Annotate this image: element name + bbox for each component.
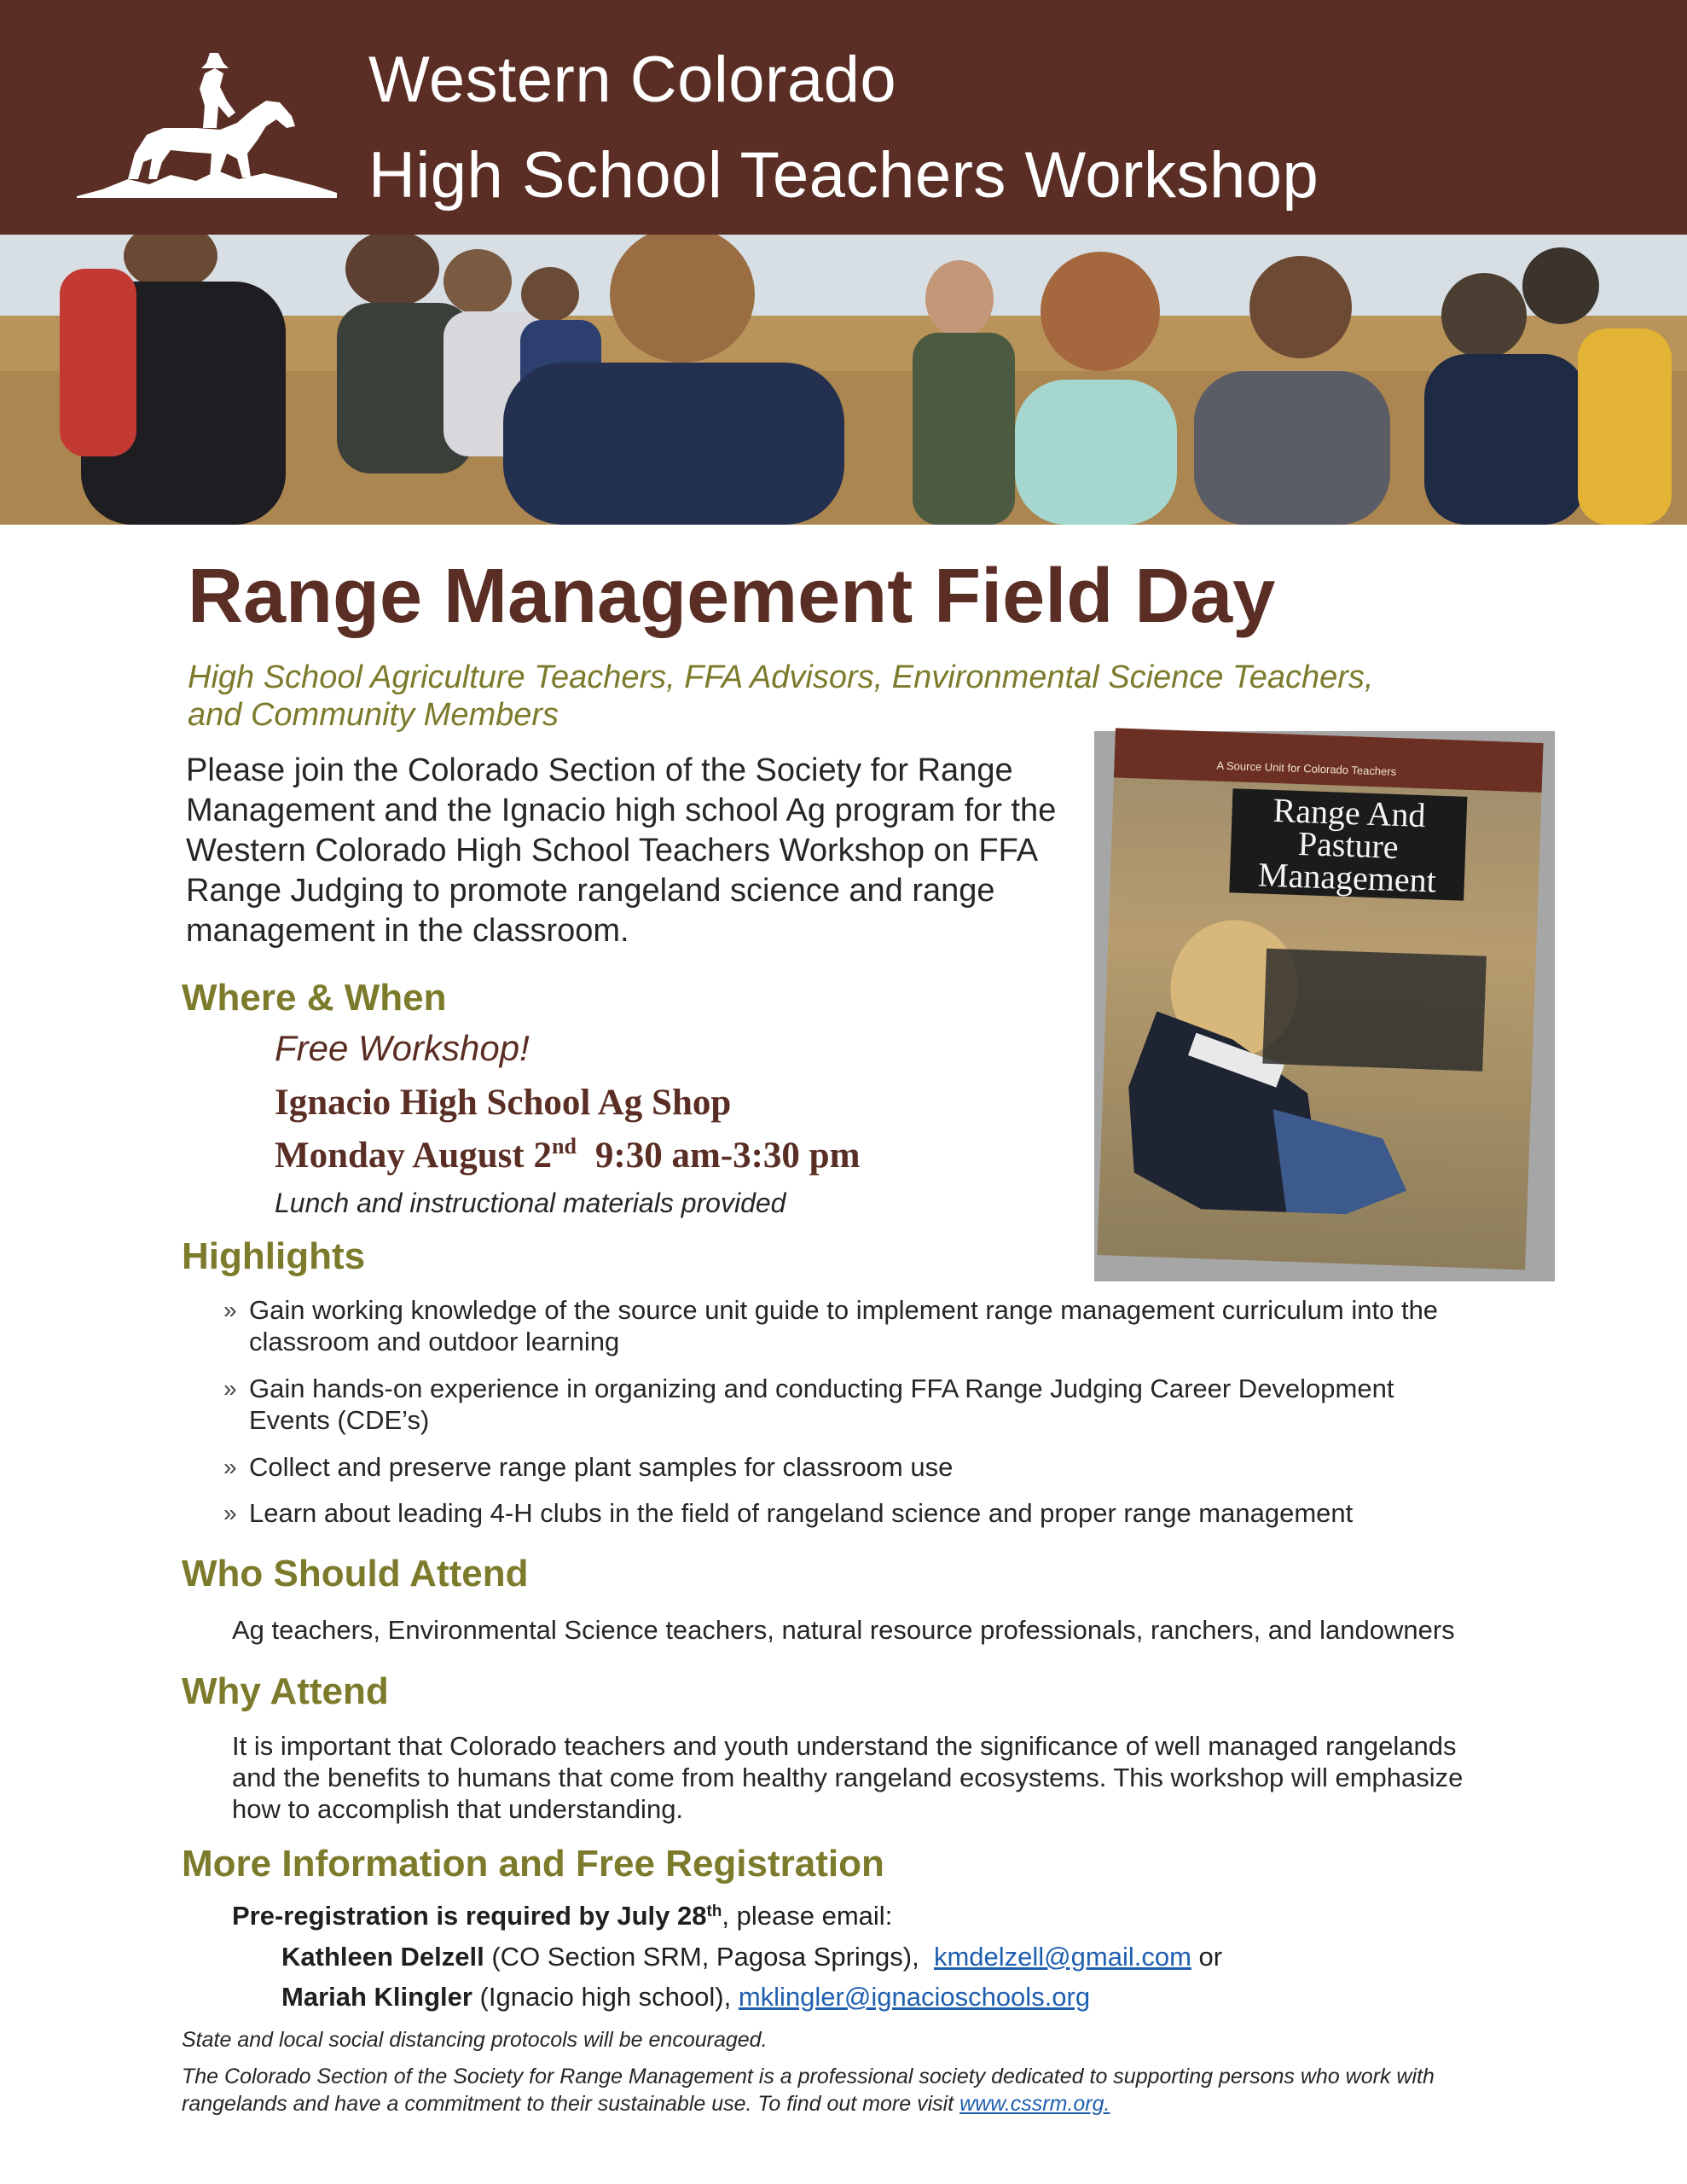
cssrm-website-link[interactable]: www.cssrm.org. <box>959 2092 1110 2116</box>
about-society-note <box>182 2063 1512 2117</box>
about-society-text: The Colorado Section of the Society for Range Management is a professional society dedicated to supporting persons who work with rangelands and have a commitment to their sustainable use. To find out more visit <box>182 2065 1435 2116</box>
book-cover-title-line-3: Management <box>1257 855 1437 900</box>
students-field-photo <box>0 235 1687 525</box>
contact-email-link[interactable]: mklingler@ignacioschools.org <box>738 1982 1091 2012</box>
highlight-item <box>223 1451 1477 1483</box>
contact-organization: (CO Section SRM, Pagosa Springs), <box>484 1942 919 1972</box>
workshop-location: Ignacio High School Ag Shop <box>275 1083 732 1123</box>
why-attend-text: It is important that Colorado teachers and youth understand the significance of well managed rangelands and the benefits to humans that come from healthy rangeland ecosystems. This workshop will emphasize how to accomplish that understanding. <box>232 1731 1464 1824</box>
book-cover-text-box <box>1262 949 1487 1072</box>
preregistration-instruction: , please email: <box>722 1901 893 1931</box>
highlight-text: Collect and preserve range plant samples for classroom use <box>249 1452 954 1482</box>
preregistration-deadline-suffix: th <box>706 1902 722 1920</box>
lunch-note: Lunch and instructional materials provided <box>275 1188 786 1218</box>
event-title: Range Management Field Day <box>188 554 1276 639</box>
workshop-date-suffix: nd <box>551 1134 577 1159</box>
highlight-text: Gain working knowledge of the source unit guide to implement range management curriculum into the classroom and outdoor learning <box>249 1295 1439 1356</box>
highlight-text: Gain hands-on experience in organizing and conducting FFA Range Judging Career Development Events (CDE’s) <box>249 1374 1394 1435</box>
preregistration-note <box>232 1901 892 1931</box>
who-should-attend-heading: Who Should Attend <box>182 1553 529 1594</box>
workshop-date: Monday August 2 <box>275 1136 552 1176</box>
workshop-date-time <box>275 1135 860 1176</box>
who-should-attend-text: Ag teachers, Environmental Science teachers, natural resource professionals, ranchers, and landowners <box>232 1615 1455 1645</box>
book-cover-subtitle: A Source Unit for Colorado Teachers <box>1216 758 1397 778</box>
highlight-item <box>223 1294 1477 1357</box>
contact-email-link[interactable]: kmdelzell@gmail.com <box>933 1942 1191 1972</box>
where-when-heading: Where & When <box>182 977 447 1019</box>
registration-heading: More Information and Free Registration <box>182 1843 884 1885</box>
distancing-note: State and local social distancing protocols will be encouraged. <box>182 2028 768 2052</box>
contact-organization: (Ignacio high school), <box>472 1982 732 2012</box>
bullet-chevron-icon: » <box>223 1454 237 1480</box>
book-cover-title-line-1: Range And <box>1272 790 1427 835</box>
contact-line <box>281 1942 1222 1972</box>
bullet-chevron-icon: » <box>223 1500 237 1526</box>
highlight-text: Learn about leading 4-H clubs in the field of rangeland science and proper range management <box>249 1498 1354 1528</box>
banner-title-line-2: High School Teachers Workshop <box>368 139 1319 212</box>
book-cover-image <box>1097 728 1543 1269</box>
banner-title-line-1: Western Colorado <box>368 44 897 116</box>
header-banner <box>0 0 1687 235</box>
contact-name: Mariah Klingler <box>281 1982 472 2012</box>
students-field-illustration <box>0 235 1687 525</box>
intro-paragraph: Please join the Colorado Section of the Society for Range Management and the Ignacio high school Ag program for the Western Colorado High School Teachers Workshop on FFA Range Judging to promote rangeland science and range management in the classroom. <box>186 752 1057 949</box>
bullet-chevron-icon: » <box>223 1297 237 1323</box>
workshop-time: 9:30 am-3:30 pm <box>594 1136 861 1176</box>
audience-subtitle: High School Agriculture Teachers, FFA Advisors, Environmental Science Teachers, and Community Members <box>188 659 1374 733</box>
contact-name: Kathleen Delzell <box>281 1942 484 1972</box>
cowboy-on-horse-logo <box>68 34 341 200</box>
preregistration-deadline: Pre-registration is required by July 28 <box>232 1901 707 1931</box>
highlight-item <box>223 1497 1477 1529</box>
contact-line <box>281 1982 1090 2013</box>
book-cover-title-line-2: Pasture <box>1297 823 1400 867</box>
contact-suffix: or <box>1191 1942 1223 1972</box>
free-workshop-text: Free Workshop! <box>275 1028 530 1068</box>
why-attend-heading: Why Attend <box>182 1670 389 1712</box>
highlight-item <box>223 1373 1477 1436</box>
highlights-heading: Highlights <box>182 1235 366 1277</box>
bullet-chevron-icon: » <box>223 1375 237 1402</box>
